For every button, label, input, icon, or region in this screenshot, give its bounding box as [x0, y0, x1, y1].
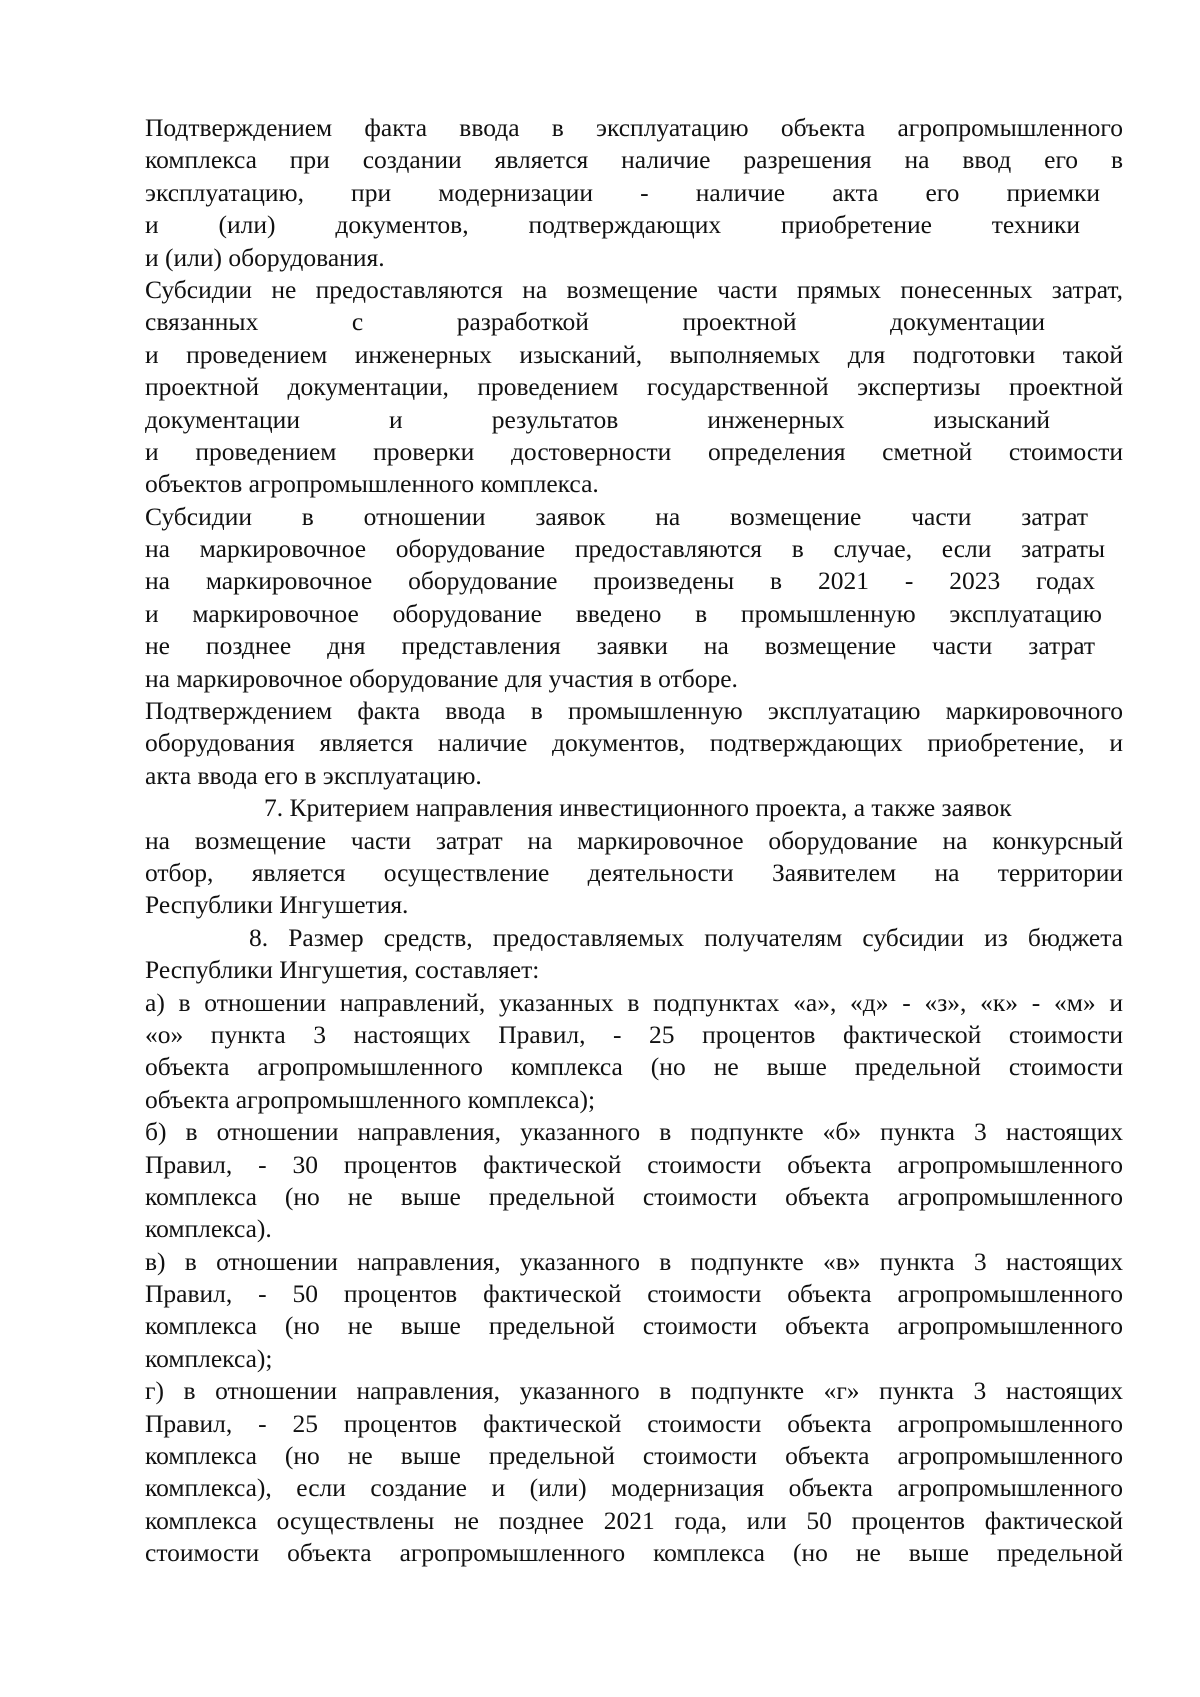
text-line: Республики Ингушетия, составляет: — [145, 955, 540, 985]
text-line: оборудования является наличие документов, подтверждающих приобретение, и — [145, 728, 1123, 758]
text-line: и (или) документов, подтверждающих приобретение техники — [145, 210, 1080, 240]
text-line: стоимости объекта агропромышленного комплекса (но не выше предельной — [145, 1538, 1123, 1568]
text-line: на возмещение части затрат на маркировочное оборудование на конкурсный — [145, 825, 1123, 855]
text-line: комплекса (но не выше предельной стоимости объекта агропромышленного — [145, 1441, 1123, 1471]
text-line: комплекса), если создание и (или) модернизация объекта агропромышленного — [145, 1473, 1123, 1503]
text-line: эксплуатацию, при модернизации - наличие акта его приемки — [145, 177, 1100, 207]
text-line: на маркировочное оборудование произведены в 2021 - 2023 годах — [145, 566, 1095, 596]
text-line: а) в отношении направлений, указанных в подпунктах «а», «д» - «з», «к» - «м» и — [145, 987, 1123, 1017]
text-line: «о» пункта 3 настоящих Правил, - 25 процентов фактической стоимости — [145, 1019, 1123, 1049]
text-line: проектной документации, проведением государственной экспертизы проектной — [145, 372, 1123, 402]
text-line: комплекса (но не выше предельной стоимости объекта агропромышленного — [145, 1181, 1123, 1211]
text-line: комплекса осуществлены не позднее 2021 года, или 50 процентов фактической — [145, 1505, 1123, 1535]
text-line: комплекса); — [145, 1343, 273, 1373]
text-line: 8. Размер средств, предоставляемых получателям субсидии из бюджета — [249, 922, 1123, 952]
text-line: и проведением инженерных изысканий, выполняемых для подготовки такой — [145, 339, 1123, 369]
text-line: Правил, - 25 процентов фактической стоимости объекта агропромышленного — [145, 1408, 1123, 1438]
text-line: 7. Критерием направления инвестиционного проекта, а также заявок — [264, 793, 1012, 823]
text-line: на маркировочное оборудование для участия в отборе. — [145, 663, 738, 693]
text-line: Субсидии не предоставляются на возмещение части прямых понесенных затрат, — [145, 274, 1123, 304]
text-line: Субсидии в отношении заявок на возмещение части затрат — [145, 501, 1088, 531]
text-line: Подтверждением факта ввода в эксплуатацию объекта агропромышленного — [145, 113, 1123, 142]
text-line: объектов агропромышленного комплекса. — [145, 469, 599, 499]
text-line: объекта агропромышленного комплекса); — [145, 1084, 596, 1114]
text-line: объекта агропромышленного комплекса (но не выше предельной стоимости — [145, 1052, 1123, 1082]
text-line: документации и результатов инженерных изысканий — [145, 404, 1050, 434]
text-line: акта ввода его в эксплуатацию. — [145, 760, 482, 790]
text-line: в) в отношении направления, указанного в подпункте «в» пункта 3 настоящих — [145, 1246, 1123, 1276]
text-line: на маркировочное оборудование предоставляются в случае, если затраты — [145, 534, 1105, 564]
text-line: комплекса (но не выше предельной стоимости объекта агропромышленного — [145, 1311, 1123, 1341]
text-line: Подтверждением факта ввода в промышленную эксплуатацию маркировочного — [145, 696, 1123, 726]
text-line: и (или) оборудования. — [145, 242, 385, 272]
text-line: Правил, - 30 процентов фактической стоимости объекта агропромышленного — [145, 1149, 1123, 1179]
text-line: комплекса). — [145, 1214, 272, 1244]
text-line: г) в отношении направления, указанного в подпункте «г» пункта 3 настоящих — [145, 1376, 1123, 1406]
text-line: б) в отношении направления, указанного в подпункте «б» пункта 3 настоящих — [145, 1117, 1123, 1147]
text-line: отбор, является осуществление деятельности Заявителем на территории — [145, 857, 1123, 887]
text-line: комплекса при создании является наличие разрешения на ввод его в — [145, 145, 1123, 175]
document-page — [145, 112, 1123, 1570]
text-line: связанных с разработкой проектной документации — [145, 307, 1045, 337]
text-line: и маркировочное оборудование введено в промышленную эксплуатацию — [145, 598, 1102, 628]
text-line: Правил, - 50 процентов фактической стоимости объекта агропромышленного — [145, 1279, 1123, 1309]
text-line: Республики Ингушетия. — [145, 890, 409, 920]
text-line: не позднее дня представления заявки на возмещение части затрат — [145, 631, 1095, 661]
text-line: и проведением проверки достоверности определения сметной стоимости — [145, 436, 1123, 466]
